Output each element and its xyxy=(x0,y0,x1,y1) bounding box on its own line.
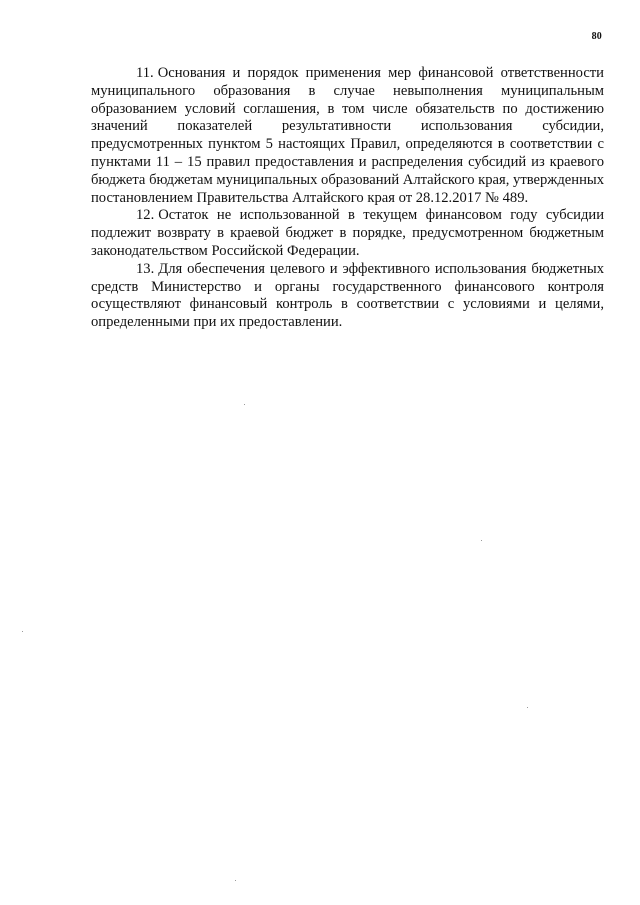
document-body xyxy=(91,65,604,332)
paragraph-12 xyxy=(91,207,604,260)
scan-speck xyxy=(527,707,528,708)
paragraph-number: 13. xyxy=(136,260,155,277)
paragraph-number: 11. xyxy=(136,65,154,81)
scan-speck xyxy=(235,880,236,881)
paragraph-number: 12. xyxy=(136,207,155,224)
scan-speck xyxy=(244,404,245,405)
page-number: 80 xyxy=(591,31,602,42)
paragraph-text: Остаток не использованной в текущем финансовом году субсидии подлежит возврату в краевой бюджет в порядке, предусмотренном бюджетным законодательством Российской Федерации. xyxy=(91,207,604,259)
paragraph-13 xyxy=(91,261,604,332)
paragraph-text: Основания и порядок применения мер финансовой ответственности муниципального образования в случае невыполнения муниципальным образованием условий соглашения, в том числе обязательств по достижению значений показателей результативности использования субсидии, предусмотренных пунктом 5 настоящих Правил, определяются в соответствии с пунктами 11 – 15 правил предоставления и распределения субсидий из краевого бюджета бюджетам муниципальных образований Алтайского края, утвержденных постановлением Правительства Алтайского края от 28.12.2017 № 489. xyxy=(91,65,604,206)
paragraph-11 xyxy=(91,65,604,207)
scan-speck xyxy=(481,540,482,541)
paragraph-text: Для обеспечения целевого и эффективного использования бюджетных средств Министерство и органы государственного финансового контроля осуществляют финансовый контроль в соответствии с условиями и целями, определенными при их предоставлении. xyxy=(91,260,604,331)
scan-speck xyxy=(22,631,23,632)
